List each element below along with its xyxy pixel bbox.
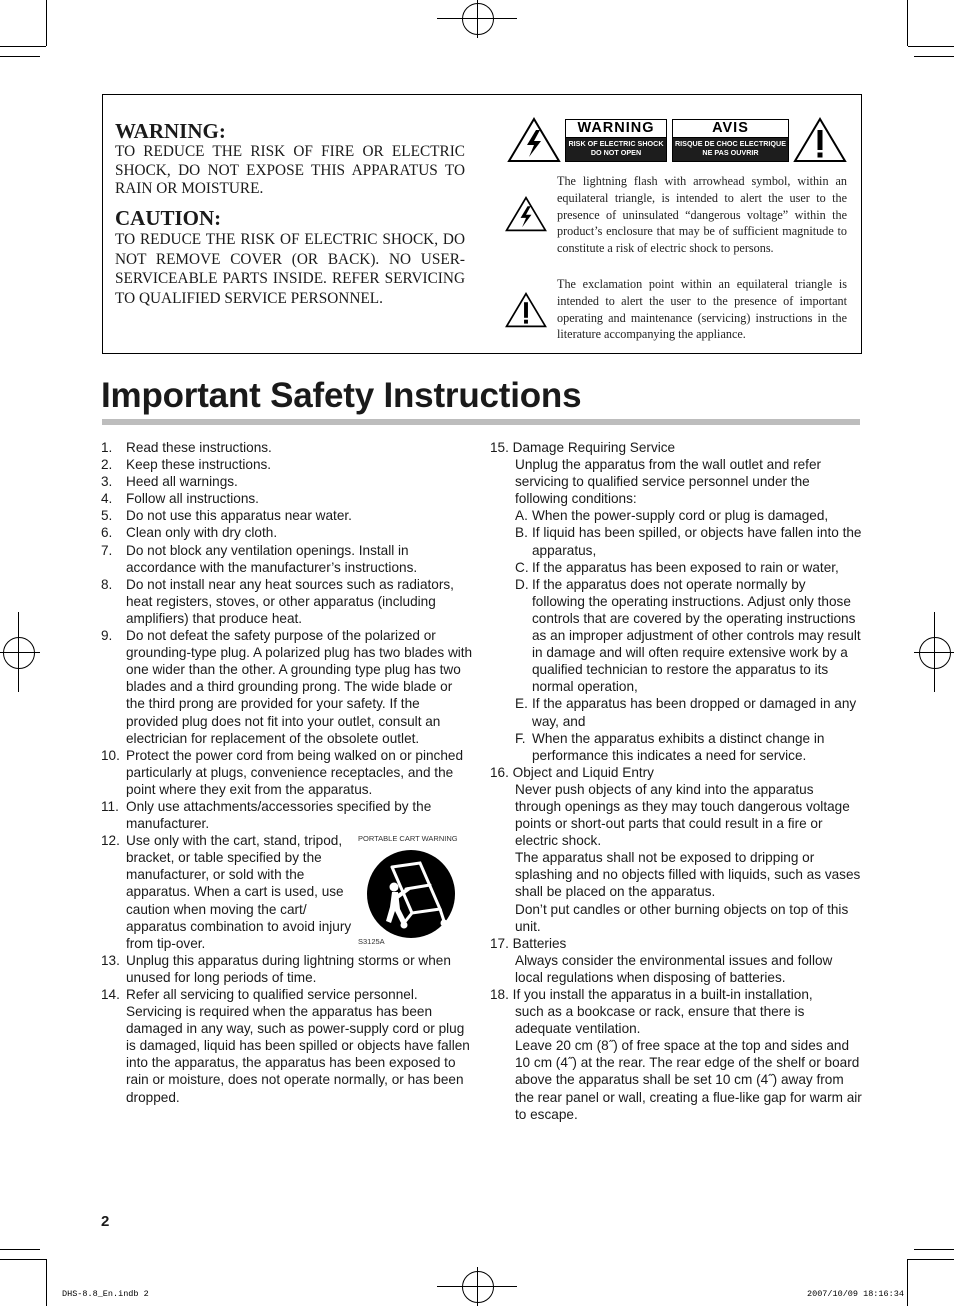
crop-mark bbox=[908, 1259, 954, 1260]
list-item bbox=[490, 935, 862, 986]
registration-mark bbox=[462, 3, 494, 35]
registration-line bbox=[18, 612, 19, 692]
crop-mark bbox=[0, 1249, 40, 1250]
list-item bbox=[490, 764, 862, 935]
warning-text: TO REDUCE THE RISK OF FIRE OR ELECTRIC SHOCK, DO NOT EXPOSE THIS APPARATUS TO RAIN OR MOISTURE. bbox=[115, 143, 465, 197]
sub-item: B. If liquid has been spilled, or objects have fallen into the apparatus, bbox=[515, 525, 862, 558]
sub-item: E. If the apparatus has been dropped or damaged in any way, and bbox=[515, 696, 857, 729]
caution-title: CAUTION: bbox=[115, 206, 222, 230]
warning-label-bottom: RISK OF ELECTRIC SHOCK DO NOT OPEN bbox=[568, 139, 664, 157]
crop-mark bbox=[0, 56, 40, 57]
crop-mark bbox=[907, 0, 908, 46]
crop-mark bbox=[914, 1249, 954, 1250]
list-item: 3. Heed all warnings. bbox=[101, 474, 238, 490]
avis-label-top: AVIS bbox=[673, 120, 788, 138]
list-item: 2. Keep these instructions. bbox=[101, 457, 272, 473]
title-underline bbox=[102, 419, 860, 425]
warning-title: WARNING: bbox=[115, 119, 226, 143]
registration-mark bbox=[3, 637, 35, 669]
lightning-triangle-icon bbox=[505, 195, 547, 233]
lightning-description: The lightning flash with arrowhead symbol, within an equilateral triangle, is intended to alert the user to the presence of uninsulated “dangerous voltage” within the product’s enclosure that may be of sufficient magnitude to constitute a risk of electric shock to persons. bbox=[557, 174, 847, 256]
registration-line bbox=[477, 1267, 478, 1306]
instructions-left-column bbox=[101, 439, 473, 1106]
caution-text: TO REDUCE THE RISK OF ELECTRIC SHOCK, DO NOT REMOVE COVER (OR BACK). NO USER-SERVICEABLE PARTS INSIDE. REFER SERVICING TO QUALIFIED SERVICE PERSONNEL. bbox=[115, 231, 465, 307]
list-item: 12. Use only with the cart, stand, tripod, bracket, or table specified by the manufacturer, or sold with the apparatus. When a cart is used, use caution when moving the cart/ apparatus combination to avoid injury from tip-over. bbox=[101, 833, 352, 951]
registration-line bbox=[477, 0, 478, 38]
list-item bbox=[490, 986, 862, 1123]
sub-item: D. If the apparatus does not operate normally by following the operating instructions. Adjust only those controls that are covered by the operating instructions as an improper adjustment of other controls may result in damage and will often require extensive work by a qualified technician to restore the apparatus to its normal operation, bbox=[515, 576, 861, 695]
registration-line bbox=[0, 652, 40, 653]
page-number: 2 bbox=[101, 1213, 110, 1230]
item-title: 15. Damage Requiring Service bbox=[490, 440, 676, 455]
item-text: such as a bookcase or rack, ensure that there is adequate ventilation. bbox=[515, 1004, 805, 1037]
warning-label bbox=[565, 119, 667, 162]
item-text: Unplug the apparatus from the wall outlet and refer servicing to qualified service personnel under the following conditions: bbox=[515, 457, 822, 507]
crop-mark bbox=[914, 56, 954, 57]
sub-item: A. When the power-supply cord or plug is damaged, bbox=[515, 508, 829, 524]
registration-mark bbox=[462, 1271, 494, 1303]
item-text: Don’t put candles or other burning objects on top of this unit. bbox=[515, 901, 849, 934]
item-title: 18. If you install the apparatus in a built-in installation, bbox=[490, 987, 813, 1002]
warning-label-top: WARNING bbox=[566, 120, 666, 138]
list-item: 4. Follow all instructions. bbox=[101, 491, 259, 507]
sub-item: F. When the apparatus exhibits a distinct change in performance this indicates a need for service. bbox=[515, 730, 825, 763]
list-item: 14. Refer all servicing to qualified service personnel. Servicing is required when the apparatus has been damaged in any way, such as power-supply cord or plug is damaged, liquid has been spilled or objects have fallen into the apparatus, the apparatus has been exposed to rain or moisture, does not operate normally, or has been dropped. bbox=[101, 987, 470, 1105]
item-text: Never push objects of any kind into the apparatus through openings as they may touch dangerous voltage points or short-out parts that could result in a fire or electric shock. bbox=[515, 781, 850, 849]
crop-mark bbox=[0, 46, 46, 47]
exclamation-triangle-icon bbox=[793, 117, 847, 163]
list-item: 9. Do not defeat the safety purpose of the polarized or grounding-type plug. A polarized plug has two blades with one wider than the other. A grounding type plug has two blades and a third grounding prong. The wide blade or the third prong are provided for your safety. If the provided plug does not fit into your outlet, consult an electrician for replacement of the obsolete outlet. bbox=[101, 628, 473, 746]
list-item: 11. Only use attachments/accessories specified by the manufacturer. bbox=[101, 798, 432, 832]
item-title: 17. Batteries bbox=[490, 935, 567, 951]
item-text: Always consider the environmental issues and follow local regulations when disposing of batteries. bbox=[515, 952, 833, 985]
warning-box bbox=[102, 94, 862, 354]
print-slug-date: 2007/10/09 18:16:34 bbox=[807, 1289, 904, 1299]
registration-line bbox=[934, 612, 935, 692]
exclamation-description: The exclamation point within an equilateral triangle is intended to alert the user to the presence of important operating and maintenance (servicing) instructions in the literature accompanying the appliance. bbox=[557, 277, 847, 342]
avis-label-bottom: RISQUE DE CHOC ELECTRIQUE NE PAS OUVRIR bbox=[674, 139, 787, 157]
exclamation-triangle-icon bbox=[505, 291, 547, 329]
list-item bbox=[490, 439, 862, 764]
item-title: 16. Object and Liquid Entry bbox=[490, 764, 654, 780]
instructions-right-column bbox=[490, 439, 862, 1123]
lightning-triangle-icon bbox=[507, 117, 561, 163]
item-text: The apparatus shall not be exposed to dripping or splashing and no objects filled with liquids, such as vases shall be placed on the apparatus. bbox=[515, 850, 861, 900]
list-item: 13. Unplug this apparatus during lightning storms or when unused for long periods of time. bbox=[101, 952, 451, 985]
list-item: 1. Read these instructions. bbox=[101, 440, 272, 455]
list-item: 8. Do not install near any heat sources such as radiators, heat registers, stoves, or other apparatus (including amplifiers) that produce heat. bbox=[101, 576, 454, 626]
list-item: 7. Do not block any ventilation openings. Install in accordance with the manufacturer’s instructions. bbox=[101, 542, 418, 575]
registration-mark bbox=[919, 637, 951, 669]
cart-warning-label: PORTABLE CART WARNING bbox=[358, 834, 458, 843]
page-title: Important Safety Instructions bbox=[101, 376, 582, 415]
list-item: 10. Protect the power cord from being walked on or pinched particularly at plugs, convenience receptacles, and the point where they exit from the apparatus. bbox=[101, 747, 464, 797]
sub-item: C. If the apparatus has been exposed to rain or water, bbox=[515, 559, 839, 575]
avis-label bbox=[672, 119, 789, 162]
crop-mark bbox=[46, 0, 47, 46]
crop-mark bbox=[0, 1259, 46, 1260]
crop-mark bbox=[907, 1259, 908, 1306]
list-item: 5. Do not use this apparatus near water. bbox=[101, 508, 352, 524]
tipping-cart-icon bbox=[364, 847, 458, 941]
crop-mark bbox=[908, 46, 954, 47]
list-item: 6. Clean only with dry cloth. bbox=[101, 525, 278, 541]
print-slug-file: DHS-8.8_En.indb 2 bbox=[62, 1289, 149, 1299]
cart-code: S3125A bbox=[358, 937, 385, 946]
item-text: Leave 20 cm (8˝) of free space at the top and sides and 10 cm (4˝) at the rear. The rear edge of the shelf or board above the apparatus shall be set 10 cm (4˝) away from the rear panel or wall, creating a flue-like gap for warm air to escape. bbox=[515, 1038, 862, 1122]
crop-mark bbox=[46, 1259, 47, 1306]
